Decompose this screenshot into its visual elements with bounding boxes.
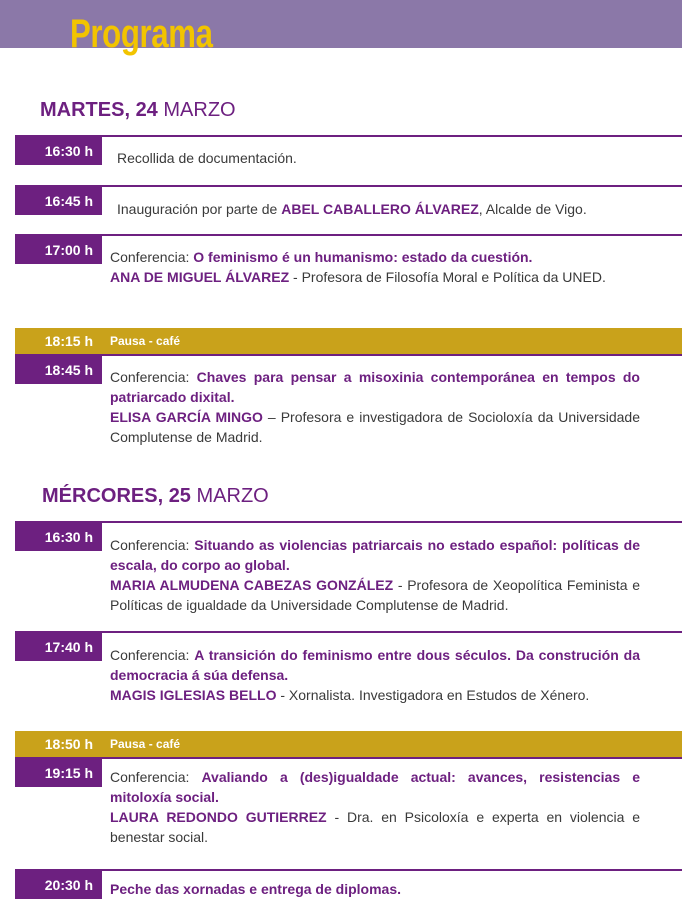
time-badge: 16:30 h — [15, 523, 102, 551]
schedule-text — [117, 148, 647, 168]
page-title: Programa — [70, 12, 213, 56]
conference-label: Conferencia: — [110, 769, 202, 785]
conference-label: Conferencia: — [110, 249, 194, 265]
schedule-text — [110, 535, 640, 615]
conference-title: Avaliando a (des)igualdade actual: avances, resistencias e mitoloxía social. — [110, 769, 640, 805]
conference-title: Chaves para pensar a misoxinia contemporánea en tempos do patriarcado dixital. — [110, 369, 640, 405]
time-badge: 19:15 h — [15, 759, 102, 787]
conference-label: Conferencia: — [110, 537, 195, 553]
conference-label: Conferencia: — [110, 369, 197, 385]
pause-time: 18:15 h — [44, 333, 93, 349]
divider — [15, 185, 682, 187]
time-badge: 16:30 h — [15, 137, 102, 165]
pause-bar — [15, 731, 682, 757]
speaker-role: – Profesora e investigadora de Socioloxía da Universidade Complutense de Madrid. — [110, 409, 640, 445]
day-heading-2 — [42, 485, 269, 508]
divider — [15, 354, 682, 356]
schedule-text — [110, 879, 640, 899]
divider — [15, 135, 682, 137]
divider — [15, 234, 682, 236]
day-month: MARZO — [196, 485, 269, 507]
day-number: 25 — [168, 485, 191, 507]
speaker-name: MAGIS IGLESIAS BELLO — [110, 687, 277, 703]
speaker-name: LAURA REDONDO GUTIERREZ — [110, 809, 327, 825]
schedule-text — [117, 199, 677, 219]
day-number: 24 — [135, 99, 158, 121]
time-badge: 20:30 h — [15, 871, 102, 899]
divider — [15, 757, 682, 759]
schedule-text — [110, 767, 640, 847]
conference-title: Situando as violencias patriarcais no estado español: políticas de escala, do corpo ao global. — [110, 537, 640, 573]
time-badge: 17:40 h — [15, 633, 102, 661]
divider — [15, 869, 682, 871]
pause-label: Pausa - café — [110, 737, 181, 751]
header-bar — [0, 0, 682, 56]
item-text: Inauguración por parte de — [117, 201, 282, 217]
conference-title: A transición do feminismo entre dous séculos. Da construción da democracia á súa defensa. — [110, 647, 640, 683]
speaker-name: ELISA GARCÍA MINGO — [110, 409, 263, 425]
day-heading-1 — [40, 99, 236, 122]
time-badge: 17:00 h — [15, 236, 102, 264]
schedule-text — [110, 645, 640, 705]
time-badge: 16:45 h — [15, 187, 102, 215]
time-badge: 18:45 h — [15, 356, 102, 384]
item-text: , Alcalde de Vigo. — [478, 201, 587, 217]
conference-title: O feminismo é un humanismo: estado da cuestión. — [193, 249, 533, 265]
divider — [15, 521, 682, 523]
schedule-text — [110, 247, 640, 287]
pause-bar — [15, 328, 682, 354]
speaker-name: ABEL CABALLERO ÁLVAREZ — [281, 201, 479, 217]
pause-time: 18:50 h — [44, 736, 93, 752]
closing-title: Peche das xornadas e entrega de diplomas. — [110, 881, 401, 897]
day-month: MARZO — [163, 99, 236, 121]
day-weekday: MARTES, — [40, 99, 130, 121]
speaker-name: ANA DE MIGUEL ÁLVAREZ — [110, 269, 290, 285]
item-text: Recollida de documentación. — [117, 150, 297, 166]
schedule-text — [110, 367, 640, 447]
conference-label: Conferencia: — [110, 647, 195, 663]
speaker-role: - Profesora de Xeopolítica Feminista e Políticas de igualdade da Universidade Complutense de Madrid. — [110, 577, 640, 613]
pause-label: Pausa - café — [110, 334, 181, 348]
speaker-role: - Dra. en Psicoloxía e experta en violencia e benestar social. — [110, 809, 640, 845]
speaker-role: - Profesora de Filosofía Moral e Política da UNED. — [289, 269, 606, 285]
speaker-name: MARIA ALMUDENA CABEZAS GONZÁLEZ — [110, 577, 394, 593]
day-weekday: MÉRCORES, — [42, 485, 164, 507]
divider — [15, 631, 682, 633]
speaker-role: - Xornalista. Investigadora en Estudos de Xénero. — [276, 687, 590, 703]
